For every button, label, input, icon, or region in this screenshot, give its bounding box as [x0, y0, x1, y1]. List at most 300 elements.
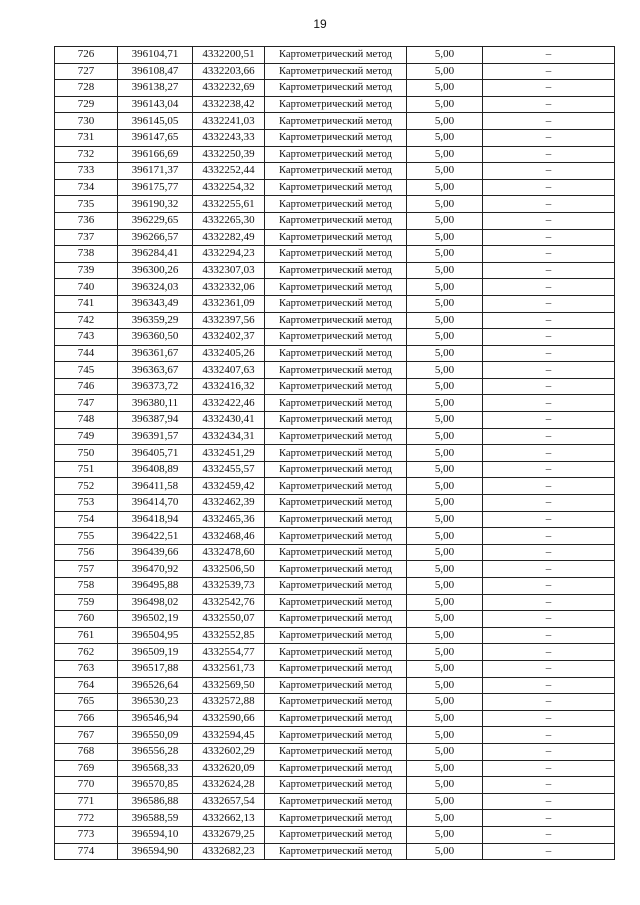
point-number-cell: 739 — [55, 262, 118, 279]
x-coordinate-cell: 396517,88 — [118, 660, 193, 677]
note-cell: – — [483, 262, 615, 279]
note-cell: – — [483, 843, 615, 860]
accuracy-cell: 5,00 — [407, 627, 483, 644]
note-cell: – — [483, 395, 615, 412]
note-cell: – — [483, 329, 615, 346]
accuracy-cell: 5,00 — [407, 694, 483, 711]
table-row — [55, 495, 615, 512]
table-row — [55, 627, 615, 644]
method-cell: Картометрический метод — [265, 528, 407, 545]
x-coordinate-cell: 396166,69 — [118, 146, 193, 163]
point-number-cell: 756 — [55, 544, 118, 561]
note-cell: – — [483, 295, 615, 312]
x-coordinate-cell: 396570,85 — [118, 777, 193, 794]
table-row — [55, 578, 615, 595]
y-coordinate-cell: 4332462,39 — [193, 495, 265, 512]
accuracy-cell: 5,00 — [407, 810, 483, 827]
method-cell: Картометрический метод — [265, 511, 407, 528]
method-cell: Картометрический метод — [265, 80, 407, 97]
note-cell: – — [483, 594, 615, 611]
accuracy-cell: 5,00 — [407, 329, 483, 346]
note-cell: – — [483, 511, 615, 528]
accuracy-cell: 5,00 — [407, 677, 483, 694]
accuracy-cell: 5,00 — [407, 528, 483, 545]
x-coordinate-cell: 396324,03 — [118, 279, 193, 296]
y-coordinate-cell: 4332620,09 — [193, 760, 265, 777]
accuracy-cell: 5,00 — [407, 544, 483, 561]
note-cell: – — [483, 196, 615, 213]
y-coordinate-cell: 4332455,57 — [193, 461, 265, 478]
note-cell: – — [483, 826, 615, 843]
accuracy-cell: 5,00 — [407, 777, 483, 794]
table-row — [55, 47, 615, 64]
accuracy-cell: 5,00 — [407, 594, 483, 611]
x-coordinate-cell: 396229,65 — [118, 212, 193, 229]
note-cell: – — [483, 710, 615, 727]
table-row — [55, 710, 615, 727]
y-coordinate-cell: 4332250,39 — [193, 146, 265, 163]
note-cell: – — [483, 146, 615, 163]
point-number-cell: 770 — [55, 777, 118, 794]
table-row — [55, 594, 615, 611]
table-row — [55, 677, 615, 694]
y-coordinate-cell: 4332402,37 — [193, 329, 265, 346]
point-number-cell: 761 — [55, 627, 118, 644]
point-number-cell: 758 — [55, 578, 118, 595]
note-cell: – — [483, 478, 615, 495]
point-number-cell: 742 — [55, 312, 118, 329]
point-number-cell: 769 — [55, 760, 118, 777]
method-cell: Картометрический метод — [265, 428, 407, 445]
method-cell: Картометрический метод — [265, 677, 407, 694]
point-number-cell: 734 — [55, 179, 118, 196]
y-coordinate-cell: 4332451,29 — [193, 445, 265, 462]
table-row — [55, 461, 615, 478]
y-coordinate-cell: 4332307,03 — [193, 262, 265, 279]
method-cell: Картометрический метод — [265, 212, 407, 229]
point-number-cell: 748 — [55, 412, 118, 429]
x-coordinate-cell: 396556,28 — [118, 743, 193, 760]
method-cell: Картометрический метод — [265, 96, 407, 113]
x-coordinate-cell: 396380,11 — [118, 395, 193, 412]
accuracy-cell: 5,00 — [407, 727, 483, 744]
note-cell: – — [483, 445, 615, 462]
y-coordinate-cell: 4332624,28 — [193, 777, 265, 794]
x-coordinate-cell: 396175,77 — [118, 179, 193, 196]
y-coordinate-cell: 4332203,66 — [193, 63, 265, 80]
method-cell: Картометрический метод — [265, 777, 407, 794]
y-coordinate-cell: 4332506,50 — [193, 561, 265, 578]
x-coordinate-cell: 396108,47 — [118, 63, 193, 80]
point-number-cell: 772 — [55, 810, 118, 827]
accuracy-cell: 5,00 — [407, 793, 483, 810]
method-cell: Картометрический метод — [265, 594, 407, 611]
method-cell: Картометрический метод — [265, 262, 407, 279]
method-cell: Картометрический метод — [265, 578, 407, 595]
method-cell: Картометрический метод — [265, 743, 407, 760]
method-cell: Картометрический метод — [265, 163, 407, 180]
point-number-cell: 765 — [55, 694, 118, 711]
x-coordinate-cell: 396411,58 — [118, 478, 193, 495]
method-cell: Картометрический метод — [265, 229, 407, 246]
x-coordinate-cell: 396530,23 — [118, 694, 193, 711]
x-coordinate-cell: 396284,41 — [118, 246, 193, 263]
method-cell: Картометрический метод — [265, 478, 407, 495]
x-coordinate-cell: 396143,04 — [118, 96, 193, 113]
note-cell: – — [483, 461, 615, 478]
accuracy-cell: 5,00 — [407, 710, 483, 727]
point-number-cell: 774 — [55, 843, 118, 860]
table-row — [55, 146, 615, 163]
y-coordinate-cell: 4332361,09 — [193, 295, 265, 312]
point-number-cell: 726 — [55, 47, 118, 64]
method-cell: Картометрический метод — [265, 710, 407, 727]
x-coordinate-cell: 396526,64 — [118, 677, 193, 694]
table-row — [55, 96, 615, 113]
accuracy-cell: 5,00 — [407, 445, 483, 462]
method-cell: Картометрический метод — [265, 362, 407, 379]
accuracy-cell: 5,00 — [407, 345, 483, 362]
y-coordinate-cell: 4332397,56 — [193, 312, 265, 329]
y-coordinate-cell: 4332554,77 — [193, 644, 265, 661]
point-number-cell: 757 — [55, 561, 118, 578]
y-coordinate-cell: 4332416,32 — [193, 378, 265, 395]
accuracy-cell: 5,00 — [407, 96, 483, 113]
method-cell: Картометрический метод — [265, 810, 407, 827]
table-row — [55, 63, 615, 80]
method-cell: Картометрический метод — [265, 843, 407, 860]
table-row — [55, 246, 615, 263]
accuracy-cell: 5,00 — [407, 80, 483, 97]
x-coordinate-cell: 396439,66 — [118, 544, 193, 561]
accuracy-cell: 5,00 — [407, 461, 483, 478]
table-row — [55, 843, 615, 860]
method-cell: Картометрический метод — [265, 378, 407, 395]
method-cell: Картометрический метод — [265, 660, 407, 677]
y-coordinate-cell: 4332254,32 — [193, 179, 265, 196]
point-number-cell: 768 — [55, 743, 118, 760]
table-row — [55, 727, 615, 744]
point-number-cell: 755 — [55, 528, 118, 545]
note-cell: – — [483, 611, 615, 628]
method-cell: Картометрический метод — [265, 495, 407, 512]
note-cell: – — [483, 727, 615, 744]
accuracy-cell: 5,00 — [407, 212, 483, 229]
note-cell: – — [483, 743, 615, 760]
accuracy-cell: 5,00 — [407, 760, 483, 777]
table-row — [55, 428, 615, 445]
x-coordinate-cell: 396470,92 — [118, 561, 193, 578]
table-row — [55, 163, 615, 180]
y-coordinate-cell: 4332550,07 — [193, 611, 265, 628]
method-cell: Картометрический метод — [265, 312, 407, 329]
point-number-cell: 747 — [55, 395, 118, 412]
y-coordinate-cell: 4332561,73 — [193, 660, 265, 677]
x-coordinate-cell: 396509,19 — [118, 644, 193, 661]
x-coordinate-cell: 396504,95 — [118, 627, 193, 644]
table-row — [55, 295, 615, 312]
point-number-cell: 736 — [55, 212, 118, 229]
note-cell: – — [483, 378, 615, 395]
y-coordinate-cell: 4332232,69 — [193, 80, 265, 97]
y-coordinate-cell: 4332243,33 — [193, 129, 265, 146]
point-number-cell: 752 — [55, 478, 118, 495]
method-cell: Картометрический метод — [265, 246, 407, 263]
point-number-cell: 766 — [55, 710, 118, 727]
x-coordinate-cell: 396405,71 — [118, 445, 193, 462]
accuracy-cell: 5,00 — [407, 378, 483, 395]
table-row — [55, 129, 615, 146]
note-cell: – — [483, 544, 615, 561]
y-coordinate-cell: 4332478,60 — [193, 544, 265, 561]
point-number-cell: 735 — [55, 196, 118, 213]
accuracy-cell: 5,00 — [407, 843, 483, 860]
method-cell: Картометрический метод — [265, 644, 407, 661]
method-cell: Картометрический метод — [265, 445, 407, 462]
x-coordinate-cell: 396418,94 — [118, 511, 193, 528]
point-number-cell: 746 — [55, 378, 118, 395]
x-coordinate-cell: 396190,32 — [118, 196, 193, 213]
table-row — [55, 362, 615, 379]
method-cell: Картометрический метод — [265, 113, 407, 130]
y-coordinate-cell: 4332265,30 — [193, 212, 265, 229]
note-cell: – — [483, 279, 615, 296]
table-row — [55, 378, 615, 395]
y-coordinate-cell: 4332238,42 — [193, 96, 265, 113]
y-coordinate-cell: 4332662,13 — [193, 810, 265, 827]
note-cell: – — [483, 179, 615, 196]
x-coordinate-cell: 396495,88 — [118, 578, 193, 595]
point-number-cell: 740 — [55, 279, 118, 296]
point-number-cell: 733 — [55, 163, 118, 180]
note-cell: – — [483, 627, 615, 644]
accuracy-cell: 5,00 — [407, 362, 483, 379]
table-row — [55, 511, 615, 528]
y-coordinate-cell: 4332405,26 — [193, 345, 265, 362]
method-cell: Картометрический метод — [265, 329, 407, 346]
accuracy-cell: 5,00 — [407, 511, 483, 528]
table-row — [55, 561, 615, 578]
y-coordinate-cell: 4332255,61 — [193, 196, 265, 213]
note-cell: – — [483, 428, 615, 445]
point-number-cell: 763 — [55, 660, 118, 677]
page-number: 19 — [313, 17, 327, 31]
y-coordinate-cell: 4332542,76 — [193, 594, 265, 611]
accuracy-cell: 5,00 — [407, 495, 483, 512]
x-coordinate-cell: 396171,37 — [118, 163, 193, 180]
note-cell: – — [483, 644, 615, 661]
point-number-cell: 727 — [55, 63, 118, 80]
table-row — [55, 212, 615, 229]
point-number-cell: 731 — [55, 129, 118, 146]
x-coordinate-cell: 396586,88 — [118, 793, 193, 810]
method-cell: Картометрический метод — [265, 627, 407, 644]
y-coordinate-cell: 4332465,36 — [193, 511, 265, 528]
point-number-cell: 728 — [55, 80, 118, 97]
y-coordinate-cell: 4332657,54 — [193, 793, 265, 810]
note-cell: – — [483, 777, 615, 794]
method-cell: Картометрический метод — [265, 793, 407, 810]
table-row — [55, 611, 615, 628]
y-coordinate-cell: 4332679,25 — [193, 826, 265, 843]
note-cell: – — [483, 96, 615, 113]
note-cell: – — [483, 578, 615, 595]
table-row — [55, 262, 615, 279]
y-coordinate-cell: 4332241,03 — [193, 113, 265, 130]
x-coordinate-cell: 396594,10 — [118, 826, 193, 843]
x-coordinate-cell: 396361,67 — [118, 345, 193, 362]
x-coordinate-cell: 396145,05 — [118, 113, 193, 130]
accuracy-cell: 5,00 — [407, 743, 483, 760]
note-cell: – — [483, 113, 615, 130]
x-coordinate-cell: 396502,19 — [118, 611, 193, 628]
note-cell: – — [483, 810, 615, 827]
accuracy-cell: 5,00 — [407, 412, 483, 429]
method-cell: Картометрический метод — [265, 295, 407, 312]
note-cell: – — [483, 495, 615, 512]
x-coordinate-cell: 396588,59 — [118, 810, 193, 827]
y-coordinate-cell: 4332552,85 — [193, 627, 265, 644]
note-cell: – — [483, 345, 615, 362]
method-cell: Картометрический метод — [265, 826, 407, 843]
x-coordinate-cell: 396363,67 — [118, 362, 193, 379]
point-number-cell: 743 — [55, 329, 118, 346]
x-coordinate-cell: 396546,94 — [118, 710, 193, 727]
accuracy-cell: 5,00 — [407, 279, 483, 296]
method-cell: Картометрический метод — [265, 544, 407, 561]
table-row — [55, 760, 615, 777]
method-cell: Картометрический метод — [265, 345, 407, 362]
y-coordinate-cell: 4332252,44 — [193, 163, 265, 180]
table-row — [55, 544, 615, 561]
note-cell: – — [483, 246, 615, 263]
table-row — [55, 329, 615, 346]
point-number-cell: 750 — [55, 445, 118, 462]
y-coordinate-cell: 4332430,41 — [193, 412, 265, 429]
note-cell: – — [483, 760, 615, 777]
accuracy-cell: 5,00 — [407, 113, 483, 130]
table-row — [55, 793, 615, 810]
x-coordinate-cell: 396359,29 — [118, 312, 193, 329]
note-cell: – — [483, 80, 615, 97]
method-cell: Картометрический метод — [265, 395, 407, 412]
point-number-cell: 729 — [55, 96, 118, 113]
table-row — [55, 445, 615, 462]
accuracy-cell: 5,00 — [407, 246, 483, 263]
accuracy-cell: 5,00 — [407, 63, 483, 80]
coordinates-table — [54, 46, 615, 860]
accuracy-cell: 5,00 — [407, 428, 483, 445]
y-coordinate-cell: 4332602,29 — [193, 743, 265, 760]
x-coordinate-cell: 396414,70 — [118, 495, 193, 512]
table-row — [55, 777, 615, 794]
y-coordinate-cell: 4332682,23 — [193, 843, 265, 860]
note-cell: – — [483, 793, 615, 810]
method-cell: Картометрический метод — [265, 179, 407, 196]
note-cell: – — [483, 528, 615, 545]
method-cell: Картометрический метод — [265, 129, 407, 146]
y-coordinate-cell: 4332569,50 — [193, 677, 265, 694]
accuracy-cell: 5,00 — [407, 196, 483, 213]
point-number-cell: 767 — [55, 727, 118, 744]
point-number-cell: 741 — [55, 295, 118, 312]
method-cell: Картометрический метод — [265, 279, 407, 296]
accuracy-cell: 5,00 — [407, 478, 483, 495]
note-cell: – — [483, 129, 615, 146]
accuracy-cell: 5,00 — [407, 395, 483, 412]
note-cell: – — [483, 561, 615, 578]
x-coordinate-cell: 396373,72 — [118, 378, 193, 395]
x-coordinate-cell: 396266,57 — [118, 229, 193, 246]
point-number-cell: 760 — [55, 611, 118, 628]
point-number-cell: 753 — [55, 495, 118, 512]
note-cell: – — [483, 362, 615, 379]
method-cell: Картометрический метод — [265, 47, 407, 64]
y-coordinate-cell: 4332572,88 — [193, 694, 265, 711]
accuracy-cell: 5,00 — [407, 47, 483, 64]
x-coordinate-cell: 396422,51 — [118, 528, 193, 545]
accuracy-cell: 5,00 — [407, 312, 483, 329]
method-cell: Картометрический метод — [265, 694, 407, 711]
point-number-cell: 751 — [55, 461, 118, 478]
note-cell: – — [483, 412, 615, 429]
x-coordinate-cell: 396391,57 — [118, 428, 193, 445]
note-cell: – — [483, 312, 615, 329]
point-number-cell: 759 — [55, 594, 118, 611]
point-number-cell: 732 — [55, 146, 118, 163]
x-coordinate-cell: 396147,65 — [118, 129, 193, 146]
y-coordinate-cell: 4332539,73 — [193, 578, 265, 595]
accuracy-cell: 5,00 — [407, 660, 483, 677]
method-cell: Картометрический метод — [265, 412, 407, 429]
y-coordinate-cell: 4332294,23 — [193, 246, 265, 263]
y-coordinate-cell: 4332590,66 — [193, 710, 265, 727]
table-row — [55, 113, 615, 130]
x-coordinate-cell: 396498,02 — [118, 594, 193, 611]
table-row — [55, 478, 615, 495]
table-row — [55, 395, 615, 412]
table-row — [55, 229, 615, 246]
method-cell: Картометрический метод — [265, 461, 407, 478]
x-coordinate-cell: 396387,94 — [118, 412, 193, 429]
point-number-cell: 749 — [55, 428, 118, 445]
table-row — [55, 810, 615, 827]
note-cell: – — [483, 63, 615, 80]
y-coordinate-cell: 4332332,06 — [193, 279, 265, 296]
note-cell: – — [483, 660, 615, 677]
point-number-cell: 737 — [55, 229, 118, 246]
table-row — [55, 644, 615, 661]
table-row — [55, 660, 615, 677]
method-cell: Картометрический метод — [265, 760, 407, 777]
accuracy-cell: 5,00 — [407, 644, 483, 661]
note-cell: – — [483, 163, 615, 180]
x-coordinate-cell: 396138,27 — [118, 80, 193, 97]
table-row — [55, 196, 615, 213]
note-cell: – — [483, 47, 615, 64]
x-coordinate-cell: 396343,49 — [118, 295, 193, 312]
table-row — [55, 345, 615, 362]
y-coordinate-cell: 4332200,51 — [193, 47, 265, 64]
accuracy-cell: 5,00 — [407, 229, 483, 246]
x-coordinate-cell: 396408,89 — [118, 461, 193, 478]
table-row — [55, 412, 615, 429]
table-row — [55, 743, 615, 760]
table-row — [55, 528, 615, 545]
accuracy-cell: 5,00 — [407, 262, 483, 279]
accuracy-cell: 5,00 — [407, 561, 483, 578]
note-cell: – — [483, 212, 615, 229]
